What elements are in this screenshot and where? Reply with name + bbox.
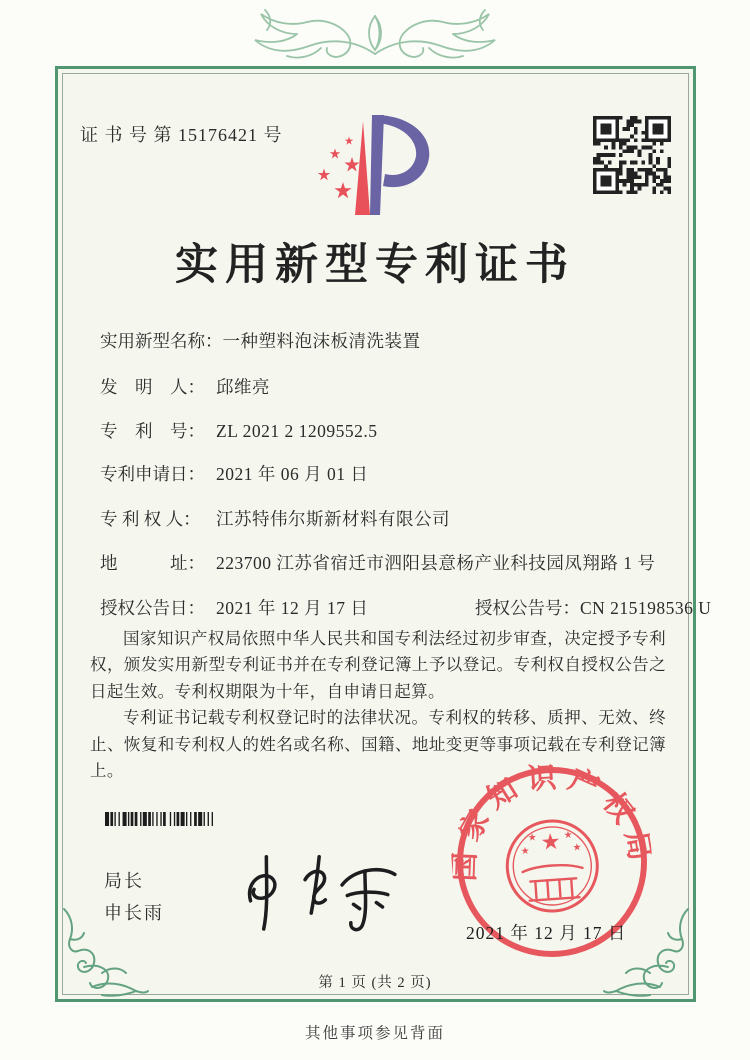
field-value: ZL 2021 2 1209552.5 — [216, 421, 378, 441]
officer-title: 局长 — [104, 871, 144, 891]
field-value: 江苏特伟尔斯新材料有限公司 — [216, 509, 450, 529]
field-row-grant — [100, 595, 712, 620]
field-value: 邱维亮 — [216, 377, 270, 397]
field-label: 地 址： — [100, 553, 205, 573]
logo-red-wedge — [355, 121, 370, 215]
grant-number-pair — [475, 595, 711, 620]
grant-date-label: 授权公告日： — [100, 598, 205, 618]
field-row-invention-name — [100, 328, 670, 353]
grant-date-value: 2021 年 12 月 17 日 — [216, 598, 369, 618]
field-row-patent-number — [100, 418, 670, 443]
field-value: 223700 江苏省宿迁市泗阳县意杨产业科技园凤翔路 1 号 — [216, 553, 656, 573]
certificate-number: 证 书 号 第 15176421 号 — [80, 125, 283, 145]
field-label: 专利申请日： — [100, 464, 205, 484]
field-row-patentee — [100, 506, 670, 531]
logo-p-shape — [370, 115, 429, 215]
page-number: 第 1 页 (共 2 页) — [318, 975, 432, 991]
barcode — [105, 812, 297, 826]
legal-paragraph-1: 国家知识产权局依照中华人民共和国专利法经过初步审查，决定授予专利权，颁发实用新型专利证书并在专利登记簿上予以登记。专利权自授权公告之日起生效。专利权期限为十年，自申请日起算。 — [90, 629, 666, 701]
field-row-address — [100, 550, 670, 575]
other-matters-note: 其他事项参见背面 — [304, 1025, 445, 1042]
officer-name: 申长雨 — [104, 902, 164, 923]
certificate-title: 实用新型专利证书 — [175, 242, 575, 289]
commissioner-signature — [218, 848, 408, 936]
field-label: 专 利 号： — [100, 421, 205, 441]
seal-emblem-gate — [522, 863, 584, 901]
field-label: 发 明 人： — [100, 377, 205, 397]
officer-block — [104, 866, 164, 929]
cnipa-logo — [313, 112, 438, 217]
seal-ring-text: 国家知识产权局 — [448, 761, 657, 882]
field-label: 专 利 权 人： — [100, 509, 201, 529]
seal-date: 2021 年 12 月 17 日 — [466, 923, 627, 943]
grant-number-label: 授权公告号： — [475, 598, 580, 618]
field-value: 2021 年 06 月 01 日 — [216, 464, 369, 484]
field-label: 实用新型名称： — [100, 331, 223, 351]
logo-stars — [318, 137, 360, 199]
field-value: 一种塑料泡沫板清洗装置 — [222, 331, 421, 351]
field-row-filing-date — [100, 461, 670, 486]
legal-paragraph-2: 专利证书记载专利权登记时的法律状况。专利权的转移、质押、无效、终止、恢复和专利权人的姓名或名称、国籍、地址变更等事项记载在专利登记簿上。 — [90, 708, 666, 780]
field-row-inventor — [100, 374, 670, 399]
grant-number-value: CN 215198536 U — [580, 598, 712, 618]
qr-code — [593, 116, 671, 194]
